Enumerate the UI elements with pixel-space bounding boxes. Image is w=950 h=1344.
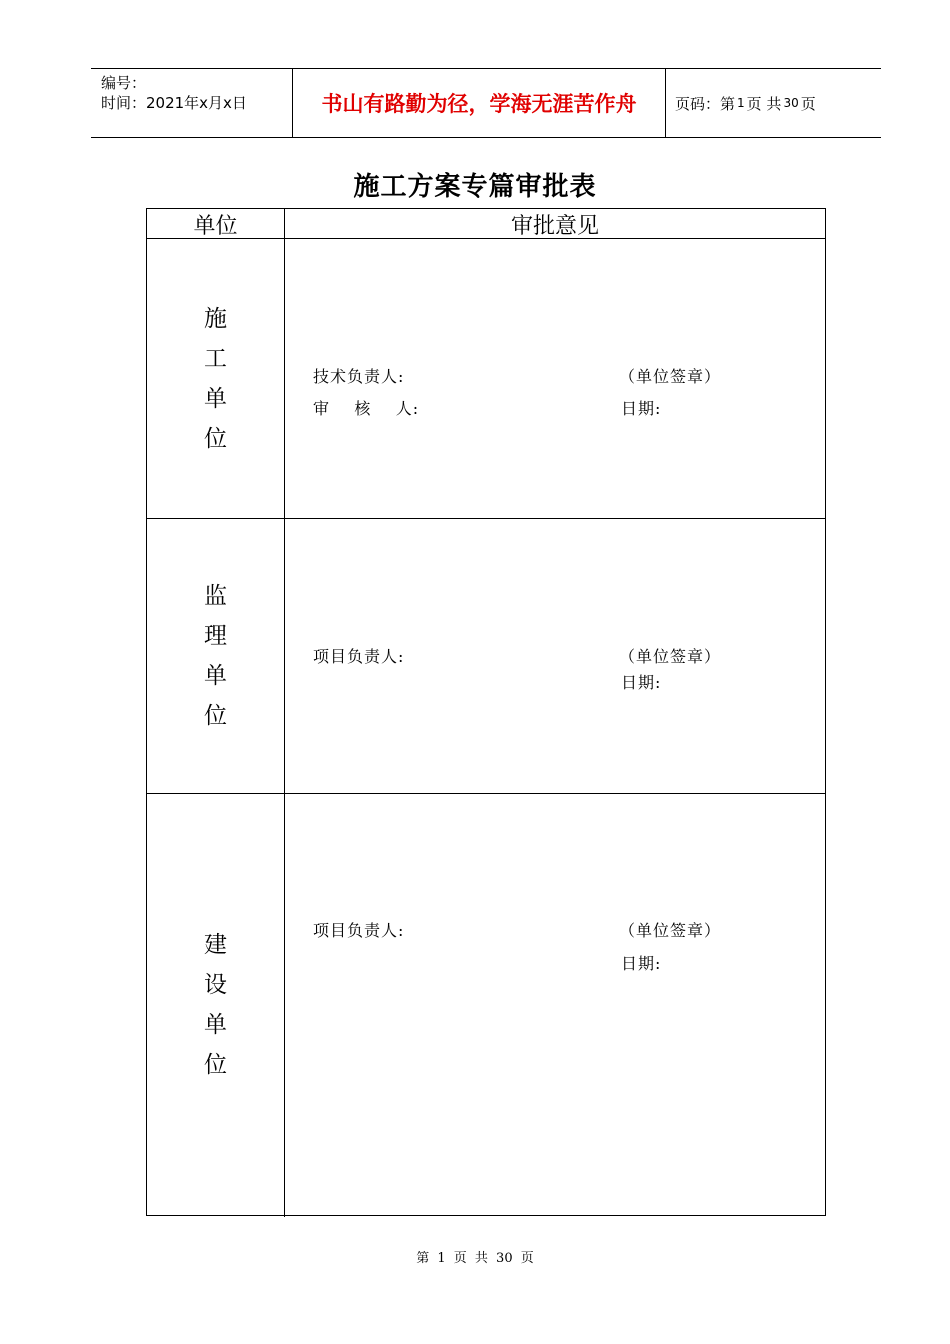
seal-label: （单位签章） bbox=[619, 921, 722, 940]
unit-char: 单 bbox=[204, 663, 227, 689]
header-motto: 书山有路勤为径，学海无涯苦作舟 bbox=[321, 92, 637, 116]
unit-char: 位 bbox=[204, 703, 227, 729]
project-lead-label: 项目负责人: bbox=[313, 921, 405, 940]
approval-table bbox=[146, 208, 826, 1216]
unit-owner bbox=[147, 794, 284, 1215]
header-info bbox=[101, 73, 247, 113]
unit-char: 施 bbox=[204, 305, 227, 332]
date-label: 日期: bbox=[621, 954, 662, 973]
unit-char: 单 bbox=[204, 1011, 227, 1038]
tech-lead-label: 技术负责人: bbox=[313, 367, 405, 386]
page-header bbox=[91, 68, 881, 138]
unit-supervision bbox=[147, 519, 284, 793]
page-prefix: 页码：第 bbox=[675, 94, 736, 113]
reviewer-label: 审 核 人: bbox=[313, 399, 420, 418]
time-label: 时间：2021年x月x日 bbox=[101, 94, 247, 112]
column-header-unit: 单位 bbox=[193, 213, 238, 239]
date-label: 日期: bbox=[621, 673, 662, 692]
unit-construction bbox=[147, 239, 284, 518]
page-title: 施工方案专篇审批表 bbox=[353, 172, 597, 202]
project-lead-label: 项目负责人: bbox=[313, 647, 405, 666]
header-page-info bbox=[675, 69, 816, 137]
seal-label: （单位签章） bbox=[619, 647, 722, 666]
unit-char: 设 bbox=[204, 971, 227, 998]
date-label: 日期: bbox=[621, 399, 662, 418]
page-footer: 第 1 页 共 30 页 bbox=[416, 1251, 534, 1266]
unit-char: 建 bbox=[204, 931, 227, 958]
column-divider bbox=[284, 209, 285, 1217]
seal-label: （单位签章） bbox=[619, 367, 722, 386]
serial-number-label: 编号： bbox=[101, 74, 147, 92]
header-divider bbox=[665, 69, 666, 137]
page-suffix: 页 bbox=[800, 94, 816, 113]
unit-char: 工 bbox=[204, 345, 227, 372]
column-header-opinion: 审批意见 bbox=[510, 213, 599, 239]
unit-char: 单 bbox=[204, 385, 227, 412]
unit-char: 理 bbox=[204, 623, 227, 649]
unit-char: 位 bbox=[204, 1051, 227, 1078]
unit-char: 监 bbox=[204, 583, 227, 609]
page-current: 1 bbox=[737, 96, 745, 110]
unit-char: 位 bbox=[204, 425, 227, 452]
page-total: 30 bbox=[783, 96, 799, 110]
page-middle: 页 共 bbox=[746, 94, 782, 113]
